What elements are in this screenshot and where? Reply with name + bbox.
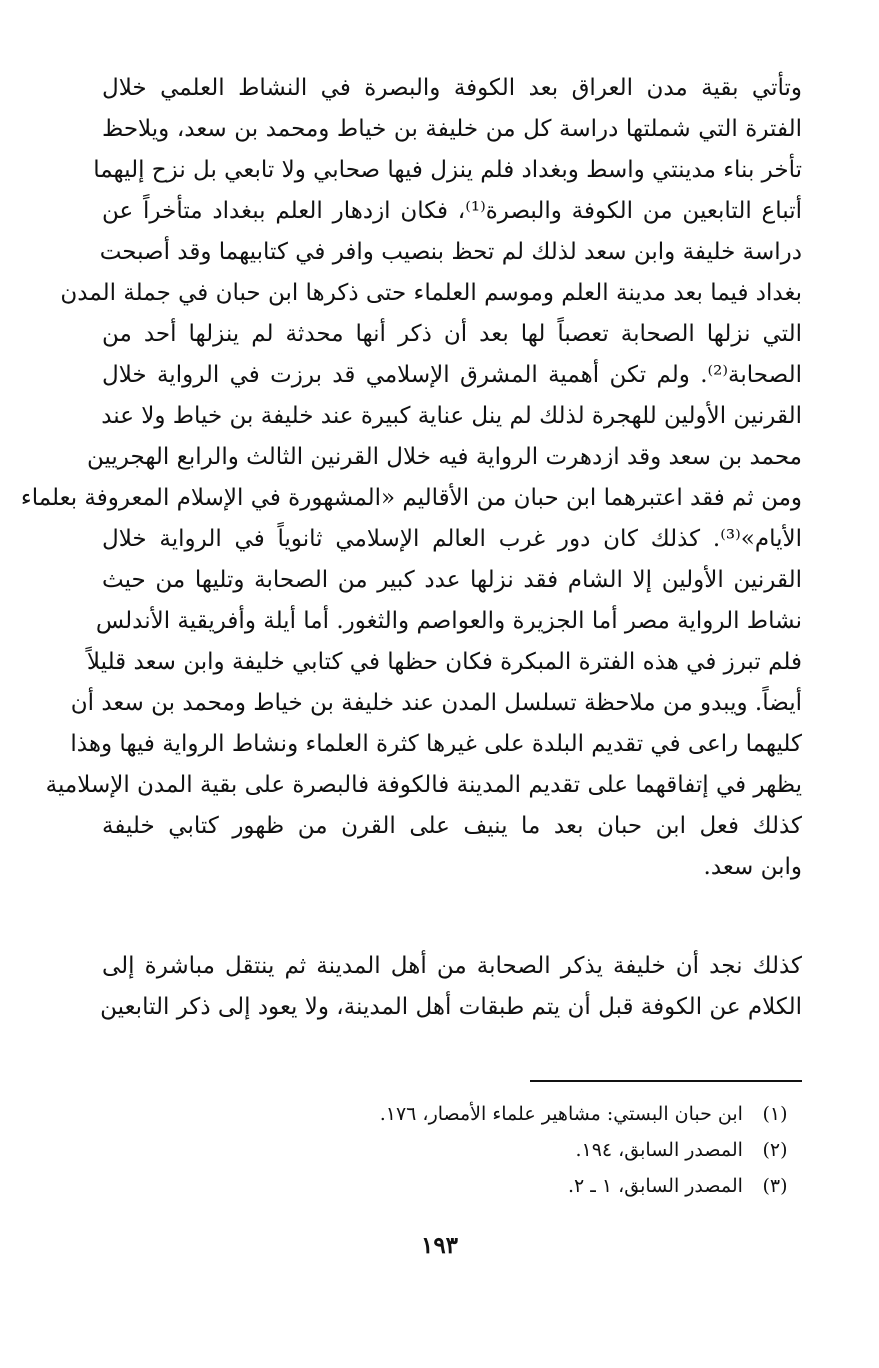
text-line: التي نزلها الصحابة تعصباً لها بعد أن ذكر أنها محدثة لم ينزلها أحد من xyxy=(102,321,802,347)
text-line: الأيام»⁽³⁾. كذلك كان دور غرب العالم الإسلامي ثانوياً في الرواية خلال xyxy=(102,526,802,552)
text-line: وتأتي بقية مدن العراق بعد الكوفة والبصرة في النشاط العلمي خلال xyxy=(102,75,802,101)
text-line: كذلك فعل ابن حبان بعد ما ينيف على القرن من ظهور كتابي خليفة xyxy=(102,813,802,839)
text-line: الكلام عن الكوفة قبل أن يتم طبقات أهل المدينة، ولا يعود إلى ذكر التابعين xyxy=(100,994,802,1020)
footnote-item xyxy=(201,1168,801,1204)
text-line: الفترة التي شملتها دراسة كل من خليفة بن خياط ومحمد بن سعد، ويلاحظ xyxy=(102,116,802,142)
text-line: كليهما راعى في تقديم البلدة على غيرها كثرة العلماء ونشاط الرواية فيها وهذا xyxy=(70,731,802,757)
text-line: أتباع التابعين من الكوفة والبصرة⁽¹⁾، فكان ازدهار العلم ببغداد متأخراً عن xyxy=(102,198,802,224)
text-line: وابن سعد. xyxy=(703,854,802,880)
footnote-number: (٣) xyxy=(762,1175,788,1197)
page-number: ١٩٣ xyxy=(420,1232,459,1259)
footnote-number: (١) xyxy=(762,1103,788,1125)
text-line: بغداد فيما بعد مدينة العلم وموسم العلماء حتى ذكرها ابن حبان في جملة المدن xyxy=(60,280,802,306)
text-line: يظهر في إتفاقهما على تقديم المدينة فالكوفة فالبصرة على بقية المدن الإسلامية xyxy=(45,772,802,798)
text-line: محمد بن سعد وقد ازدهرت الرواية فيه خلال القرنين الثالث والرابع الهجريين xyxy=(86,444,802,470)
footnote-number: (٢) xyxy=(762,1139,788,1161)
text-line: القرنين الأولين للهجرة لذلك لم ينل عناية كبيرة عند خليفة بن خياط ولا عند xyxy=(101,403,802,429)
text-line: نشاط الرواية مصر أما الجزيرة والعواصم والثغور. أما أيلة وأفريقية الأندلس xyxy=(95,608,802,634)
footnote-text: المصدر السابق، ١٩٤. xyxy=(575,1139,743,1161)
body-paragraph-1 xyxy=(20,68,802,888)
text-line: أيضاً. ويبدو من ملاحظة تسلسل المدن عند خليفة بن خياط ومحمد بن سعد أن xyxy=(70,690,802,716)
text-line: كذلك نجد أن خليفة يذكر الصحابة من أهل المدينة ثم ينتقل مباشرة إلى xyxy=(102,953,802,979)
footnotes xyxy=(201,1096,801,1204)
text-line: القرنين الأولين إلا الشام فقد نزلها عدد كبير من الصحابة وتليها من حيث xyxy=(102,567,802,593)
footnote-item xyxy=(201,1132,801,1168)
text-line: تأخر بناء مدينتي واسط وبغداد فلم ينزل فيها صحابي ولا تابعي بل نزح إليهما xyxy=(93,157,802,183)
footnote-text: المصدر السابق، ١ ـ ٢. xyxy=(567,1175,743,1197)
footnote-item xyxy=(201,1096,801,1132)
text-line: فلم تبرز في هذه الفترة المبكرة فكان حظها في كتابي خليفة وابن سعد قليلاً xyxy=(86,649,802,675)
text-line: الصحابة⁽²⁾. ولم تكن أهمية المشرق الإسلامي قد برزت في الرواية خلال xyxy=(102,362,802,388)
body-paragraph-2 xyxy=(102,946,802,1028)
text-line: ومن ثم فقد اعتبرهما ابن حبان من الأقاليم «المشهورة في الإسلام المعروفة بعلماء xyxy=(20,485,802,511)
text-line: دراسة خليفة وابن سعد لذلك لم تحظ بنصيب وافر في كتابيهما وقد أصبحت xyxy=(99,239,802,265)
footnote-text: ابن حبان البستي: مشاهير علماء الأمصار، ١٧٦. xyxy=(379,1103,743,1125)
footnote-divider xyxy=(530,1080,802,1082)
